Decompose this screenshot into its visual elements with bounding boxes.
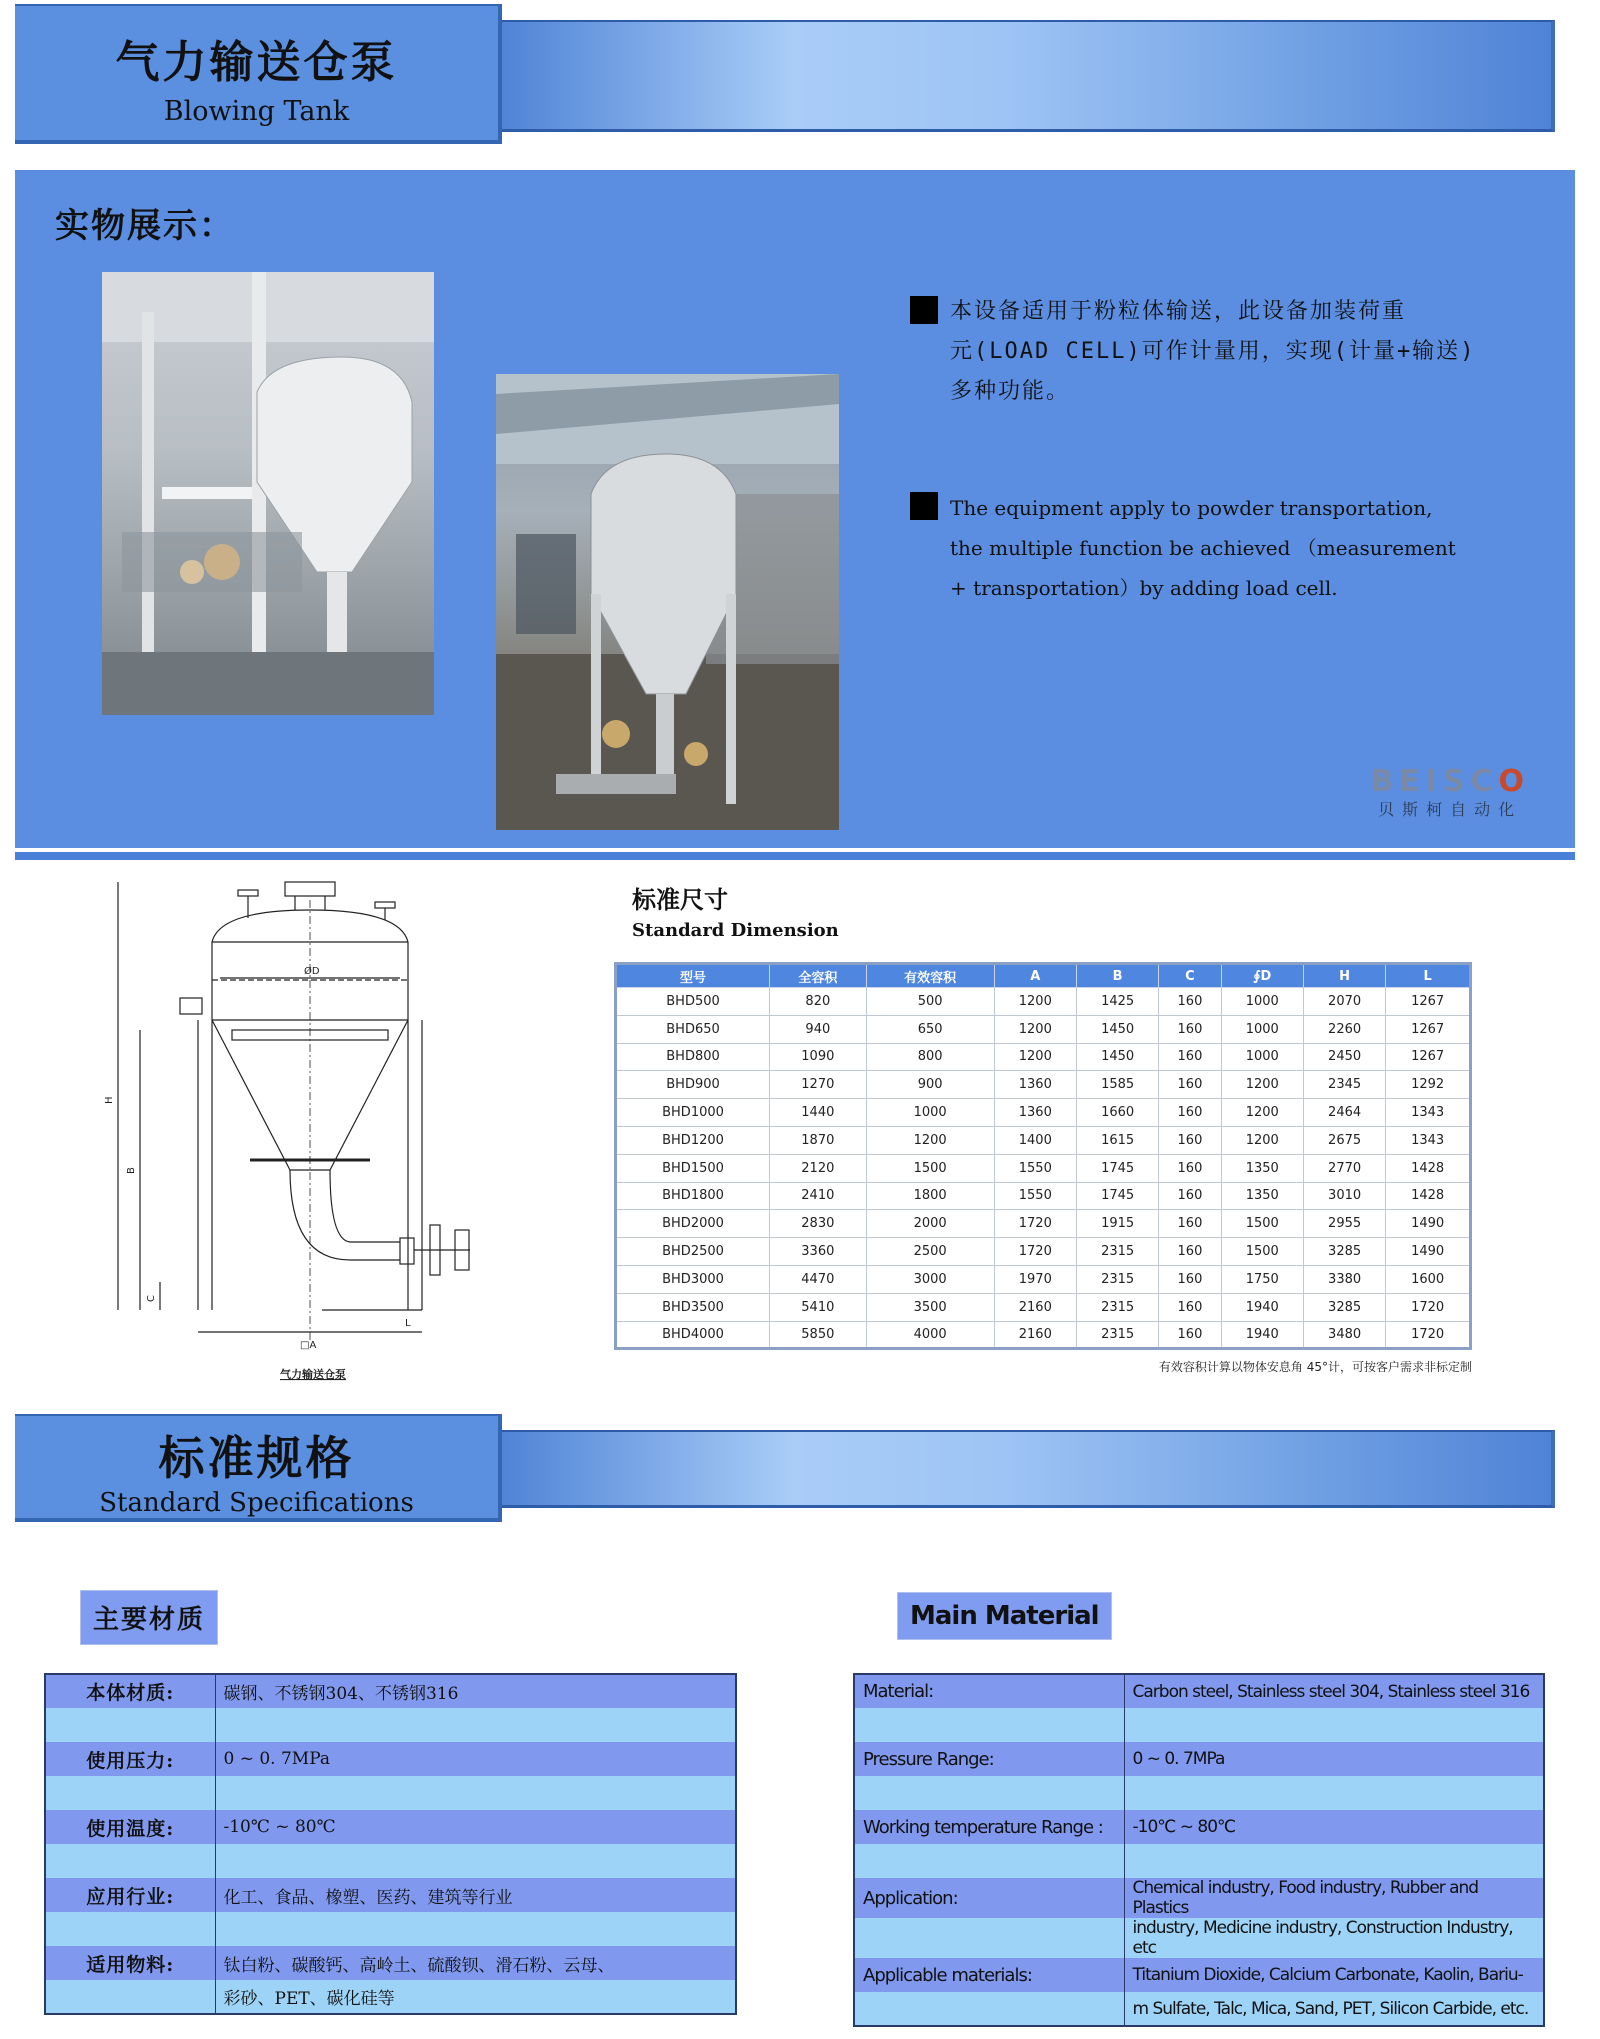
table-cell: 1360 [994,1099,1076,1127]
table-cell: 2675 [1303,1126,1385,1154]
table-cell: 1720 [994,1210,1076,1238]
dimension-table-header [616,964,1471,988]
specs-title-box [15,1414,502,1522]
table-row [45,1674,736,1708]
table-cell: 1343 [1386,1099,1471,1127]
table-cell: 160 [1159,988,1221,1016]
table-cell: 2120 [770,1154,867,1182]
table-row [854,1878,1544,1918]
table-cell: BHD650 [616,1015,770,1043]
table-cell: BHD3000 [616,1265,770,1293]
table-row [616,1071,1471,1099]
table-cell: 2770 [1303,1154,1385,1182]
table-cell: 3500 [866,1293,994,1321]
page-title-cn: 气力输送仓泵 [115,37,398,88]
table-row [616,1154,1471,1182]
table-cell: 1200 [1221,1071,1303,1099]
column-header: L [1386,964,1471,988]
photo-panel-title: 实物展示： [55,206,235,246]
table-cell: 1500 [866,1154,994,1182]
spec-key: Material: [854,1674,1124,1708]
table-cell: 2315 [1076,1293,1158,1321]
table-cell: 3000 [866,1265,994,1293]
spec-value: 钛白粉、碳酸钙、高岭土、硫酸钡、滑石粉、云母、 [215,1946,736,1980]
specs-banner [15,1410,1555,1528]
table-cell: 1915 [1076,1210,1158,1238]
table-cell: 3010 [1303,1182,1385,1210]
table-cell: 1500 [1221,1238,1303,1266]
spec-value: 碳钢、不锈钢304、不锈钢316 [215,1674,736,1708]
spec-value: -10℃ ~ 80℃ [215,1810,736,1844]
dimension-title-en: Standard Dimension [632,920,839,941]
table-cell: 1343 [1386,1126,1471,1154]
spec-key: 适用物料: [45,1946,215,1980]
drawing-label-a: □A [300,1340,317,1351]
table-cell: BHD900 [616,1071,770,1099]
product-photo-1 [102,272,434,715]
column-header: H [1303,964,1385,988]
table-row [45,1708,736,1742]
table-cell: 1720 [994,1238,1076,1266]
table-row [854,1958,1544,1992]
table-cell: 2260 [1303,1015,1385,1043]
table-cell: 2464 [1303,1099,1385,1127]
table-cell: 3285 [1303,1293,1385,1321]
table-cell: BHD500 [616,988,770,1016]
table-cell: 160 [1159,1238,1221,1266]
table-cell: 2070 [1303,988,1385,1016]
specs-title-en: Standard Specifications [99,1488,414,1518]
header-title-box [15,4,502,144]
table-cell: 1000 [866,1099,994,1127]
table-row [854,1844,1544,1878]
table-cell: 1270 [770,1071,867,1099]
table-cell: 2500 [866,1238,994,1266]
column-header: A [994,964,1076,988]
table-row [854,1674,1544,1708]
table-row [854,1992,1544,2026]
specs-title-cn: 标准规格 [158,1431,355,1485]
table-cell: 1200 [994,988,1076,1016]
table-row [616,1321,1471,1349]
table-cell: 1500 [1221,1210,1303,1238]
table-row [45,1980,736,2014]
spec-key: 使用温度: [45,1810,215,1844]
panel-divider [15,852,1575,860]
table-cell: 2450 [1303,1043,1385,1071]
table-cell: 1550 [994,1154,1076,1182]
column-header: 全容积 [770,964,867,988]
logo-subtitle: 贝斯柯自动化 [1378,800,1523,819]
table-row [854,1810,1544,1844]
table-cell: 3480 [1303,1321,1385,1349]
table-cell: BHD800 [616,1043,770,1071]
table-cell: 2410 [770,1182,867,1210]
spec-value: -10℃ ~ 80℃ [1124,1810,1544,1844]
table-cell: 1720 [1386,1321,1471,1349]
table-cell: 160 [1159,1015,1221,1043]
material-table-cn [44,1673,737,2015]
logo-mark: BEISCO [1370,764,1530,799]
spec-key: 使用压力: [45,1742,215,1776]
material-table-en [853,1673,1545,2027]
spec-value: 彩砂、PET、碳化硅等 [215,1980,736,2014]
table-cell: BHD2000 [616,1210,770,1238]
table-cell: 1450 [1076,1043,1158,1071]
table-cell: 1350 [1221,1182,1303,1210]
table-cell: 1720 [1386,1293,1471,1321]
table-cell: 160 [1159,1210,1221,1238]
table-cell: 2315 [1076,1238,1158,1266]
table-cell: 1940 [1221,1321,1303,1349]
spec-value: Carbon steel, Stainless steel 304, Stainless steel 316 [1124,1674,1544,1708]
table-cell: 1200 [1221,1126,1303,1154]
table-cell: 1200 [1221,1099,1303,1127]
table-cell: 1660 [1076,1099,1158,1127]
table-row [45,1776,736,1810]
table-cell: 4470 [770,1265,867,1293]
dimension-title-cn: 标准尺寸 [632,885,728,914]
header-banner [15,0,1555,148]
drawing-label-diameter: ØD [304,966,320,977]
spec-value: 化工、食品、橡塑、医药、建筑等行业 [215,1878,736,1912]
drawing-label-h: H [104,1096,115,1104]
description-en [910,488,1456,608]
table-cell: 1428 [1386,1154,1471,1182]
table-cell: 2830 [770,1210,867,1238]
table-cell: 1360 [994,1071,1076,1099]
table-row [616,1265,1471,1293]
table-row [616,1210,1471,1238]
spec-value: Titanium Dioxide, Calcium Carbonate, Kaolin, Bariu- [1124,1958,1544,1992]
table-cell: 160 [1159,1071,1221,1099]
spec-key: 应用行业: [45,1878,215,1912]
table-cell: 1970 [994,1265,1076,1293]
table-cell: 500 [866,988,994,1016]
header-gradient-bar [500,20,1555,132]
technical-drawing [100,870,520,1390]
table-cell: 160 [1159,1182,1221,1210]
dimension-note: 有效容积计算以物体安息角 45°计，可按客户需求非标定制 [1158,1360,1472,1374]
bullet-square-icon [910,492,938,520]
column-header: B [1076,964,1158,988]
specs-gradient-bar [500,1430,1555,1508]
main-material-badge-cn: 主要材质 [80,1590,218,1645]
spec-key: Pressure Range: [854,1742,1124,1776]
table-row [45,1810,736,1844]
dimension-table-body [616,988,1471,1349]
table-cell: 1800 [866,1182,994,1210]
table-cell: 1450 [1076,1015,1158,1043]
table-cell: 1000 [1221,1043,1303,1071]
table-cell: 1550 [994,1182,1076,1210]
table-cell: 820 [770,988,867,1016]
drawing-label-l: L [405,1318,411,1329]
table-row [45,1844,736,1878]
description-cn-text: 本设备适用于粉粒体输送，此设备加装荷重 元(LOAD CELL)可作计量用，实现(计量+输送) 多种功能。 [950,299,1476,404]
spec-value: Chemical industry, Food industry, Rubber and Plastics [1124,1878,1544,1918]
table-cell: 1940 [1221,1293,1303,1321]
table-cell: 1267 [1386,1043,1471,1071]
table-row [45,1946,736,1980]
table-row [45,1742,736,1776]
table-cell: 1350 [1221,1154,1303,1182]
table-cell: 1425 [1076,988,1158,1016]
table-cell: 1400 [994,1126,1076,1154]
column-header: 型号 [616,964,770,988]
table-cell: 1600 [1386,1265,1471,1293]
table-row [854,1918,1544,1958]
table-cell: 2160 [994,1321,1076,1349]
table-cell: 160 [1159,1043,1221,1071]
table-cell: BHD4000 [616,1321,770,1349]
spec-value: industry, Medicine industry, Construction Industry, etc [1124,1918,1544,1958]
table-cell: 2315 [1076,1321,1158,1349]
spec-key: Application: [854,1878,1124,1918]
spec-key: Applicable materials: [854,1958,1124,1992]
description-en-text: The equipment apply to powder transportation, the multiple function be achieved （measurement + transportation）by adding load cell. [950,496,1456,600]
table-cell: 1267 [1386,1015,1471,1043]
company-logo [1370,764,1530,820]
table-row [616,1126,1471,1154]
table-cell: 160 [1159,1293,1221,1321]
table-cell: BHD2500 [616,1238,770,1266]
table-row [616,1015,1471,1043]
table-row [854,1776,1544,1810]
table-cell: 800 [866,1043,994,1071]
table-cell: 1000 [1221,988,1303,1016]
table-row [616,1182,1471,1210]
table-cell: 4000 [866,1321,994,1349]
table-cell: 1428 [1386,1182,1471,1210]
table-cell: 1200 [994,1043,1076,1071]
bullet-square-icon [910,296,938,324]
table-cell: BHD3500 [616,1293,770,1321]
table-cell: 940 [770,1015,867,1043]
table-cell: 160 [1159,1321,1221,1349]
table-cell: 1745 [1076,1154,1158,1182]
column-header: 有效容积 [866,964,994,988]
drawing-label-b: B [126,1167,137,1174]
spec-value: 0 ~ 0. 7MPa [1124,1742,1544,1776]
table-cell: 1267 [1386,988,1471,1016]
table-row [854,1708,1544,1742]
table-cell: 2315 [1076,1265,1158,1293]
table-row [854,1742,1544,1776]
table-cell: BHD1800 [616,1182,770,1210]
table-cell: BHD1200 [616,1126,770,1154]
table-cell: 1200 [866,1126,994,1154]
table-cell: 2000 [866,1210,994,1238]
table-cell: 160 [1159,1154,1221,1182]
table-cell: 1585 [1076,1071,1158,1099]
table-cell: 1615 [1076,1126,1158,1154]
table-cell: 1440 [770,1099,867,1127]
table-row [45,1878,736,1912]
table-row [616,1043,1471,1071]
spec-key: 本体材质: [45,1674,215,1708]
table-cell: 1000 [1221,1015,1303,1043]
drawing-caption: 气力输送仓泵 [280,1368,346,1381]
table-cell: 650 [866,1015,994,1043]
table-cell: 2160 [994,1293,1076,1321]
table-cell: 160 [1159,1099,1221,1127]
table-row [616,1099,1471,1127]
table-cell: 1490 [1386,1210,1471,1238]
table-cell: 1750 [1221,1265,1303,1293]
drawing-label-c: C [146,1295,157,1302]
page-title-en: Blowing Tank [163,96,350,127]
dimension-table [614,962,1472,1350]
table-cell: 3285 [1303,1238,1385,1266]
product-photo-2 [496,374,839,830]
table-cell: 1490 [1386,1238,1471,1266]
table-row [616,1238,1471,1266]
photo-panel [15,170,1575,848]
table-cell: 1200 [994,1015,1076,1043]
table-cell: 160 [1159,1265,1221,1293]
table-cell: 1292 [1386,1071,1471,1099]
description-cn [910,292,1475,412]
spec-value: m Sulfate, Talc, Mica, Sand, PET, Silicon Carbide, etc. [1124,1992,1544,2026]
table-row [616,988,1471,1016]
table-row [616,1293,1471,1321]
table-cell: BHD1500 [616,1154,770,1182]
table-cell: 1745 [1076,1182,1158,1210]
table-cell: 2955 [1303,1210,1385,1238]
main-material-badge-en: Main Material [897,1592,1112,1640]
table-cell: BHD1000 [616,1099,770,1127]
table-cell: 2345 [1303,1071,1385,1099]
table-cell: 5850 [770,1321,867,1349]
table-row [45,1912,736,1946]
spec-key: Working temperature Range : [854,1810,1124,1844]
table-cell: 3360 [770,1238,867,1266]
table-cell: 160 [1159,1126,1221,1154]
spec-value: 0 ~ 0. 7MPa [215,1742,736,1776]
column-header: ∮D [1221,964,1303,988]
table-cell: 900 [866,1071,994,1099]
table-cell: 3380 [1303,1265,1385,1293]
column-header: C [1159,964,1221,988]
table-cell: 1870 [770,1126,867,1154]
table-cell: 1090 [770,1043,867,1071]
table-cell: 5410 [770,1293,867,1321]
